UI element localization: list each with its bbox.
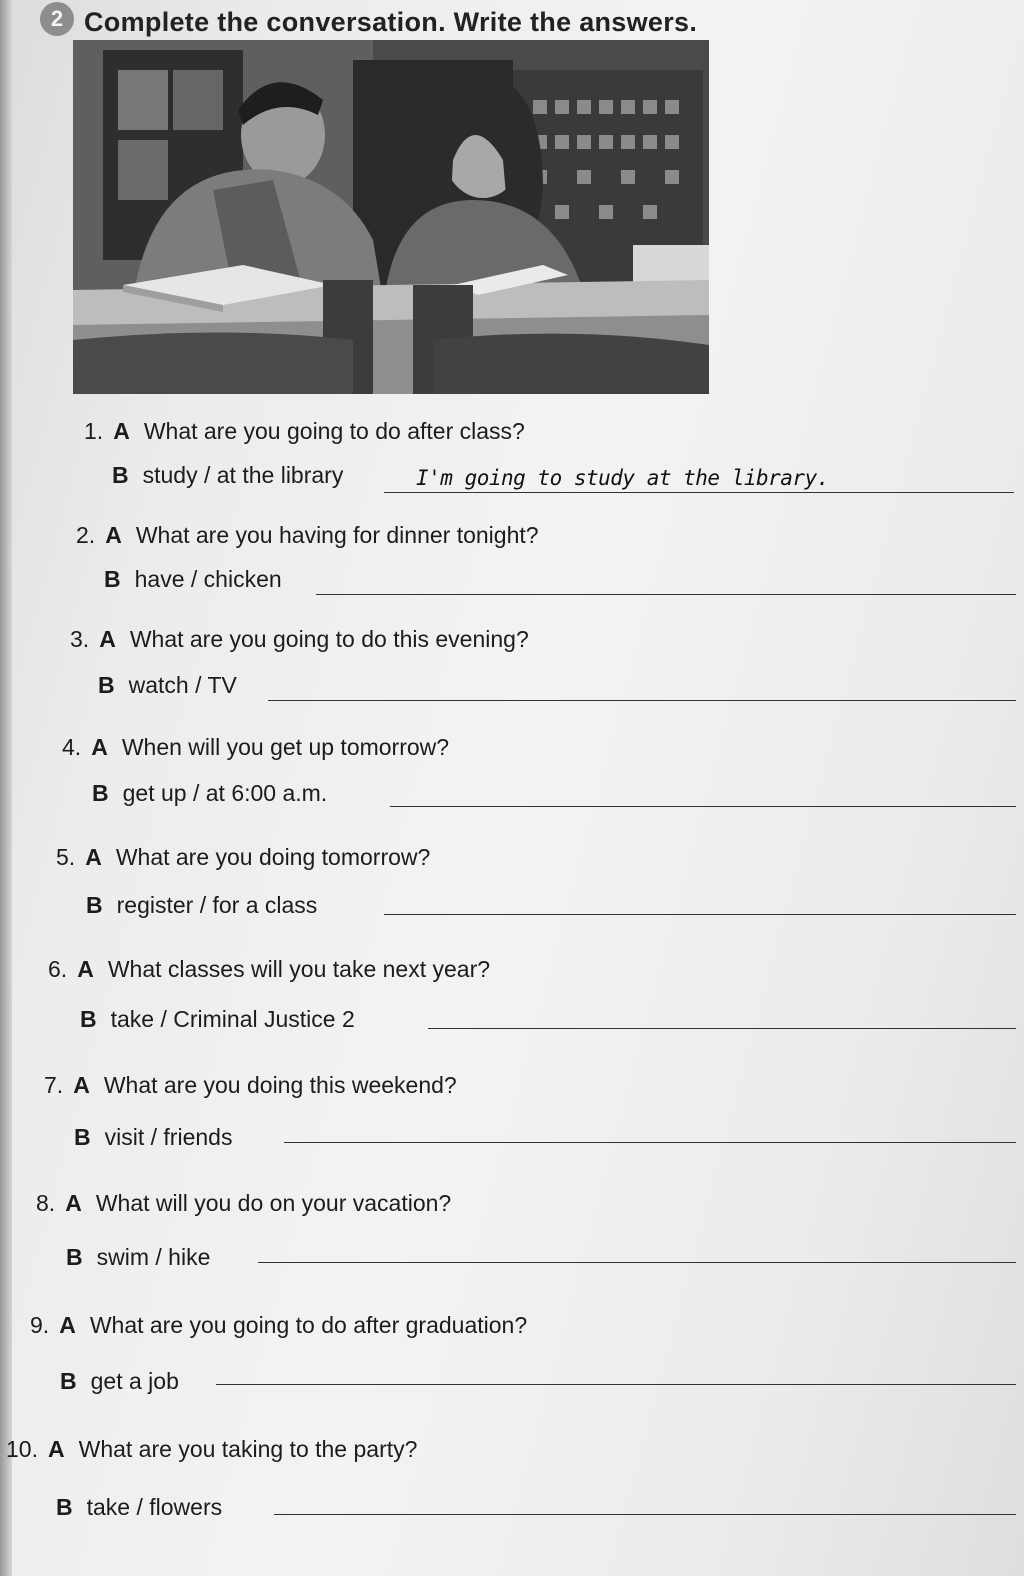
answer-line-10[interactable] xyxy=(274,1514,1016,1515)
instructions: Complete the conversation. Write the answers. xyxy=(84,6,698,37)
question-8: 8. A What will you do on your vacation? xyxy=(36,1190,452,1216)
cue-3: B watch / TV xyxy=(98,672,237,698)
exercise-number-badge: 2 xyxy=(40,2,74,36)
cue-5: B register / for a class xyxy=(86,892,318,918)
page-edge xyxy=(0,0,12,1576)
question-10: 10. A What are you taking to the party? xyxy=(6,1436,418,1462)
question-2: 2. A What are you having for dinner tonight? xyxy=(76,522,539,548)
cue-4: B get up / at 6:00 a.m. xyxy=(92,780,328,806)
question-3: 3. A What are you going to do this evening? xyxy=(70,626,529,652)
cue-8: B swim / hike xyxy=(66,1244,211,1270)
question-text: What are you going to do after class? xyxy=(143,418,525,444)
answer-line-1[interactable] xyxy=(384,492,1014,493)
question-5: 5. A What are you doing tomorrow? xyxy=(56,844,431,870)
answer-line-6[interactable] xyxy=(428,1028,1016,1029)
cue-7: B visit / friends xyxy=(74,1124,233,1150)
answer-line-8[interactable] xyxy=(258,1262,1016,1263)
answer-line-4[interactable] xyxy=(390,806,1016,807)
question-1: 1. A What are you going to do after class? xyxy=(84,418,525,444)
cue-2: B have / chicken xyxy=(104,566,282,592)
photo-students-studying xyxy=(73,40,709,394)
cue-1: B study / at the library xyxy=(112,462,344,488)
cue-9: B get a job xyxy=(60,1368,179,1394)
answer-line-9[interactable] xyxy=(216,1384,1016,1385)
handwritten-answer-1: I'm going to study at the library. xyxy=(416,466,829,490)
question-6: 6. A What classes will you take next year? xyxy=(48,956,491,982)
cue-10: B take / flowers xyxy=(56,1494,223,1520)
answer-line-5[interactable] xyxy=(384,914,1016,915)
question-4: 4. A When will you get up tomorrow? xyxy=(62,734,450,760)
answer-line-2[interactable] xyxy=(316,594,1016,595)
answer-line-7[interactable] xyxy=(284,1142,1016,1143)
question-9: 9. A What are you going to do after graduation? xyxy=(30,1312,528,1338)
question-7: 7. A What are you doing this weekend? xyxy=(44,1072,457,1098)
cue-6: B take / Criminal Justice 2 xyxy=(80,1006,355,1032)
answer-line-3[interactable] xyxy=(268,700,1016,701)
